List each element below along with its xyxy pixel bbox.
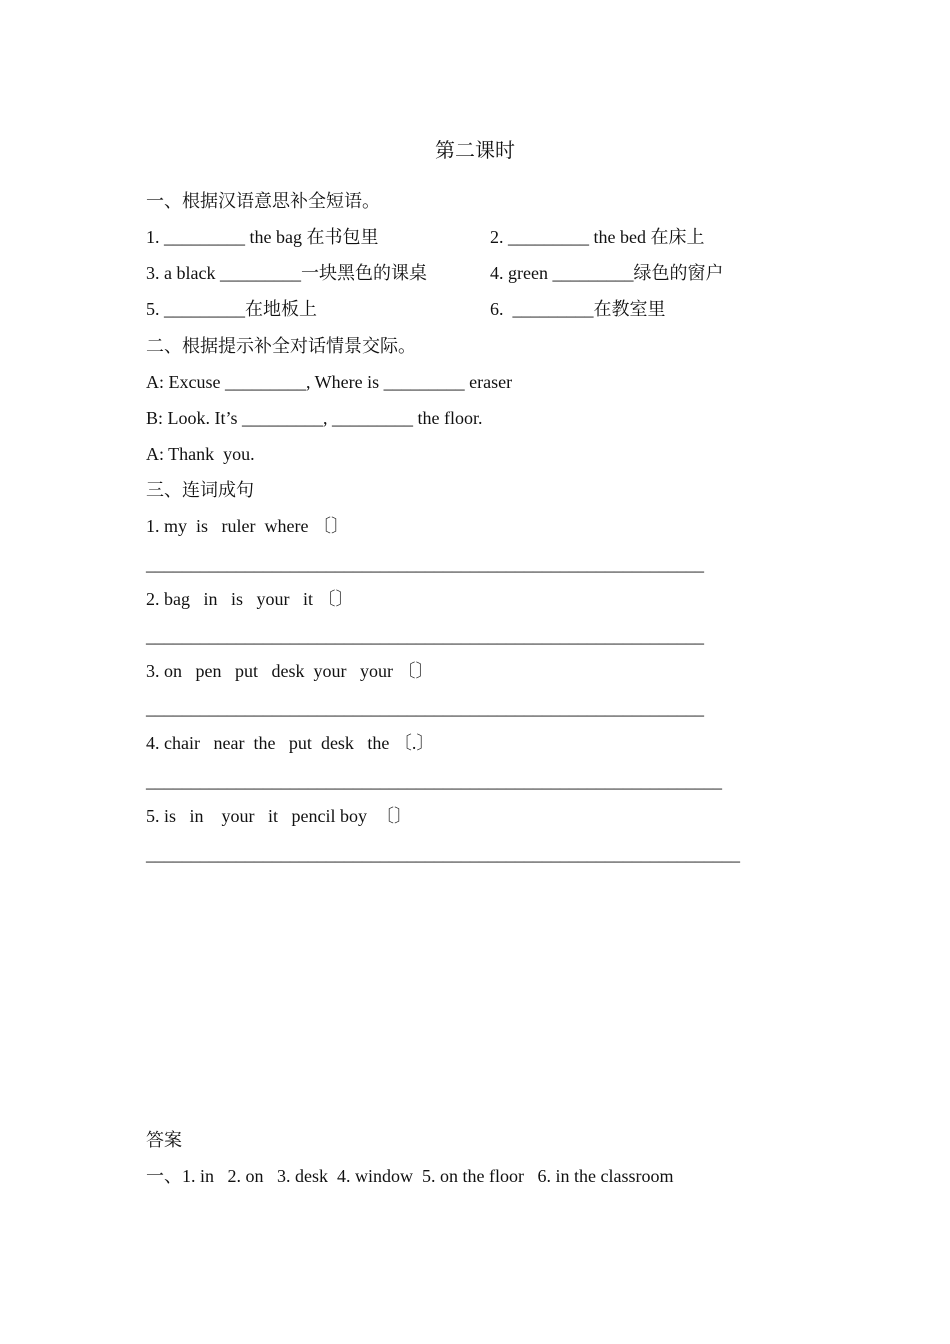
answer-blank-line-5: __________________________________________________________________ [146,844,740,864]
section2-heading: 二、根据提示补全对话情景交际。 [146,336,416,356]
sentence-question-3: 3. on pen put desk your your 〔〕 [146,661,434,681]
section1-heading: 一、根据汉语意思补全短语。 [146,191,380,211]
answer-blank-line-2: ______________________________________________________________ [146,626,704,646]
answers-heading: 答案 [146,1130,182,1150]
sentence-question-2: 2. bag in is your it 〔〕 [146,589,354,609]
answer-blank-line-3: ______________________________________________________________ [146,698,704,718]
answer-blank-line-4: ________________________________________________________________ [146,771,722,791]
answers-line-1: 一、1. in 2. on 3. desk 4. window 5. on the floor 6. in the classroom [146,1166,674,1186]
phrase-item-1: 1. _________ the bag 在书包里 [146,227,379,247]
sentence-question-5: 5. is in your it pencil boy 〔〕 [146,806,412,826]
phrase-item-6: 6. _________在教室里 [490,299,666,319]
phrase-item-5: 5. _________在地板上 [146,299,317,319]
phrase-item-4: 4. green _________绿色的窗户 [490,263,724,283]
phrase-item-3: 3. a black _________一块黑色的课桌 [146,263,427,283]
sentence-question-1: 1. my is ruler where 〔〕 [146,516,349,536]
dialogue-line-2: B: Look. It’s _________, _________ the floor. [146,408,483,428]
dialogue-line-3: A: Thank you. [146,444,255,464]
section3-heading: 三、连词成句 [146,480,254,500]
answer-blank-line-1: ______________________________________________________________ [146,554,704,574]
page-title: 第二课时 [435,140,515,162]
sentence-question-4: 4. chair near the put desk the 〔.〕 [146,733,435,753]
phrase-item-2: 2. _________ the bed 在床上 [490,227,705,247]
dialogue-line-1: A: Excuse _________, Where is _________ eraser [146,372,513,392]
